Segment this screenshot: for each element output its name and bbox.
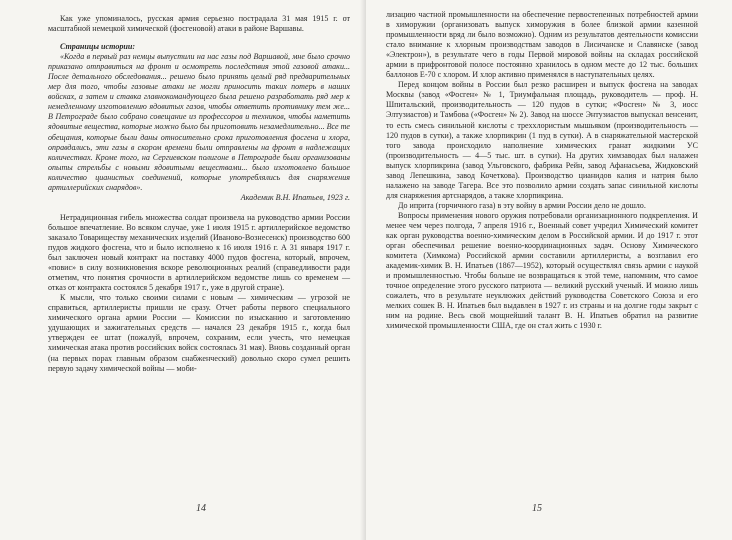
body-paragraph: Перед концом войны в России был резко расширен и выпуск фосгена на заводах Москвы (завод «Фосген» № 1, Триумфальная площадь, руководитель — проф. Н. Шпитальский, производительность — 120 пудов в сутки; «Фосген» № 3, иосс Элтузиастов) и Тамбова («Фосген» № 2). Завод на шоссе Энтузиастов выпускал венсенит, то есть смесь синильной кислоты с треххлористым мышьяком (производительность — 120 пудов в сутки), а также хлорпикрин (1 пуд в сутки). А в снаряжательной мастерской того завода происходило наполнение химических гранат жидкими УС (производительность — 4—5 тыс. шт. в сутки). На других химзаводах был налажен выпуск хлорпикрина (завод Ульговского, фабрика Рейн, завод Афанасьева, Жидковский завод Лепешкина, завод Кочеткова). Производство цианидов калия и натрия было налажено на заводе Тагера. Все это позволило армии создать запас синильной кислоты для снаряжения артснарядов, а также хлорпикрина.	[386, 80, 698, 200]
right-page	[366, 0, 732, 540]
body-paragraph: К мысли, что только своими силами с новым — химическим — угрозой не справиться, артиллеристы пришли не сразу. Отчет работы первого специального химического органа армии России — Комиссии по изысканию и заготовлению удушающих и зажигательных средств — начался 23 декабря 1915 г., когда был утвержден ее штат (пожалуй, впрочем, сохраним, если учесть, что немецкая химическая атака против российских войск состоялась 31 мая). Вновь созданный орган (на первых порах главным образом снабженческий) довольно скоро сумел решить первую задачу химической войны — моби-	[48, 293, 350, 373]
quote-author: Академик В.Н. Ипатьев, 1923 г.	[240, 192, 350, 202]
section-heading: Страницы истории:	[60, 42, 136, 52]
body-paragraph: лизацию частной промышленности на обеспечение первостепенных потребностей армии в химоружии (организовать выпуск химоружия в более близкой армии казенной промышленности вряд ли было возможно). Одним из результатов деятельности комиссии стало внимание к хлорным производствам заводов в Лисичанске и Славянске (завод «Электрон»), в результате чего в годы Первой мировой войны на складах российской армии в прифронтовой полосе постоянно хранилось в одном месте до 12 тыс. больших баллонов Е-70 с хлором. И хлор активно применялся в наступательных целях.	[386, 10, 698, 80]
intro-paragraph: Как уже упоминалось, русская армия серьезно пострадала 31 мая 1915 г. от масштабной немецкой химической (фосгеновой) атаки в районе Варшавы.	[48, 14, 350, 34]
body-paragraph: Вопросы применения нового оружия потребовали организационного подкрепления. И менее чем через полгода, 7 апреля 1916 г., Военный совет учредил Химический комитет как орган руководства военно-химическим делом в Российской армии. И до 1917 г. этот орган обеспечивал решение военно-координационных задач. Основу Химического комитета (Химкома) Российской армии составили артиллеристы, а возглавил его академик-химик В. Н. Ипатьев (1867—1952), который осуществлял связь армии с наукой и промышленностью. Чтобы больше не возвращаться к этой теме, напомним, что самое точное определение этого русского патриота — великий русский ученый. И можно лишь сожалеть, что в результате неуклюжих действий руководства Советского Союза и его мелких сошек В. Н. Ипатьев был выдавлен в 1927 г. из страны и на долгие годы закрыт с ним на родине. Весь свой мощнейший талант В. Н. Ипатьев обратил на развитие химической промышленности США, где он стал жить с 1930 г.	[386, 210, 698, 331]
history-quote: «Когда в первый раз немцы выпустили на нас газы под Варшавой, мне было срочно приказано отправиться на фронт и осмотреть последствия этой газовой атаки... После детального обследования... решено было принять целый ряд предварительных мер для того, чтобы газовые атаки не могли приносить таких потерь в наших войсках, а затем и ставка главнокомандующего была решено разработать ряд мер к немедленному изготовлению ядовитых газов, чтобы ответить противнику тем же... В Петрограде было собрано совещание из профессоров и техников, чтобы наметить ядовитые вещества, которые можно было бы приготовить незамедлительно... Все те обещания, которые были даны относительно срока приготовления фосгена и хлора, оправдались, эти газы в скором времени были отправлены на фронт в надлежащих количествах. Кроме того, на Сергиевском полигоне в Петрограде были организованы опыты стрельбы с новыми ядовитыми веществами... было изготовлено большое количество цианистых соединений, которые употреблялись для снаряжения артиллерийских снарядов».	[48, 52, 350, 192]
page-number-right: 15	[532, 503, 542, 514]
body-paragraph: Нетрадиционная гибель множества солдат произвела на руководство армии России большое впечатление. Во всяком случае, уже 1 июля 1915 г. артиллерийское ведомство заказало Товариществу механических изделий (Иваново-Вознесенск) производство 600 пудов жидкого фосгена, что и было исполнено к 16 июля 1916 г. А 31 января 1917 г. был заключен новый контракт на поставку 4000 пудов фосгена, который, впрочем, «повис» в силу возникновения вскоре революционных реалий (справедливости ради отметим, что понятия срочности в артиллерийском ведомстве лишь со временем — отказ от контракта состоялся 5 декабря 1917 г., уже в другой стране).	[48, 212, 350, 293]
page-number-left: 14	[196, 503, 206, 514]
body-paragraph: До иприта (горчичного газа) в эту войну в армии России дело не дошло.	[398, 200, 646, 210]
